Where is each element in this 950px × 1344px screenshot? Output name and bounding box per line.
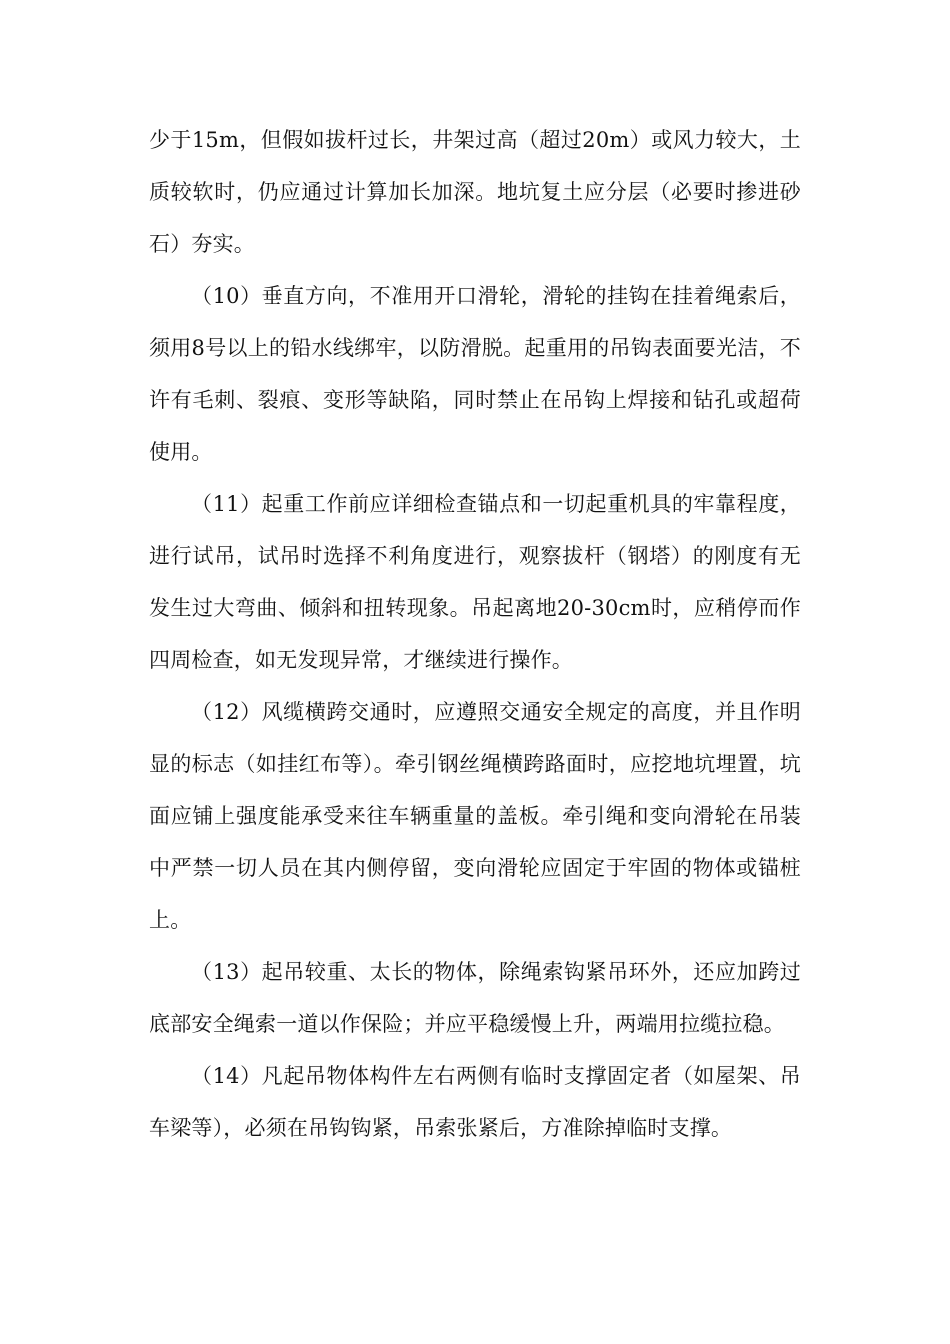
paragraph-14: （14）凡起吊物体构件左右两侧有临时支撑固定者（如屋架、吊车梁等），必须在吊钩钩紧，吊索张紧后，方准除掉临时支撑。 <box>149 1064 801 1140</box>
paragraph-13: （13）起吊较重、太长的物体，除绳索钩紧吊环外，还应加跨过底部安全绳索一道以作保险；并应平稳缓慢上升，两端用拉缆拉稳。 <box>149 960 801 1036</box>
paragraph-11: （11）起重工作前应详细检查锚点和一切起重机具的牢靠程度，进行试吊，试吊时选择不利角度进行，观察拔杆（钢塔）的刚度有无发生过大弯曲、倾斜和扭转现象。吊起离地20-30cm时，应稍停而作四周检查，如无发现异常，才继续进行操作。 <box>149 492 801 672</box>
paragraph-12: （12）风缆横跨交通时，应遵照交通安全规定的高度，并且作明显的标志（如挂红布等）。牵引钢丝绳横跨路面时，应挖地坑埋置，坑面应铺上强度能承受来往车辆重量的盖板。牵引绳和变向滑轮在吊装中严禁一切人员在其内侧停留，变向滑轮应固定于牢固的物体或锚桩上。 <box>149 700 801 932</box>
paragraph-10: （10）垂直方向，不准用开口滑轮，滑轮的挂钩在挂着绳索后，须用8号以上的铅水线绑牢，以防滑脱。起重用的吊钩表面要光洁，不许有毛刺、裂痕、变形等缺陷，同时禁止在吊钩上焊接和钻孔或超荷使用。 <box>149 284 801 464</box>
paragraph-continued: 少于15m，但假如拔杆过长，井架过高（超过20m）或风力较大，土质较软时，仍应通过计算加长加深。地坑复土应分层（必要时掺进砂石）夯实。 <box>149 128 801 256</box>
document-body <box>149 114 801 1154</box>
